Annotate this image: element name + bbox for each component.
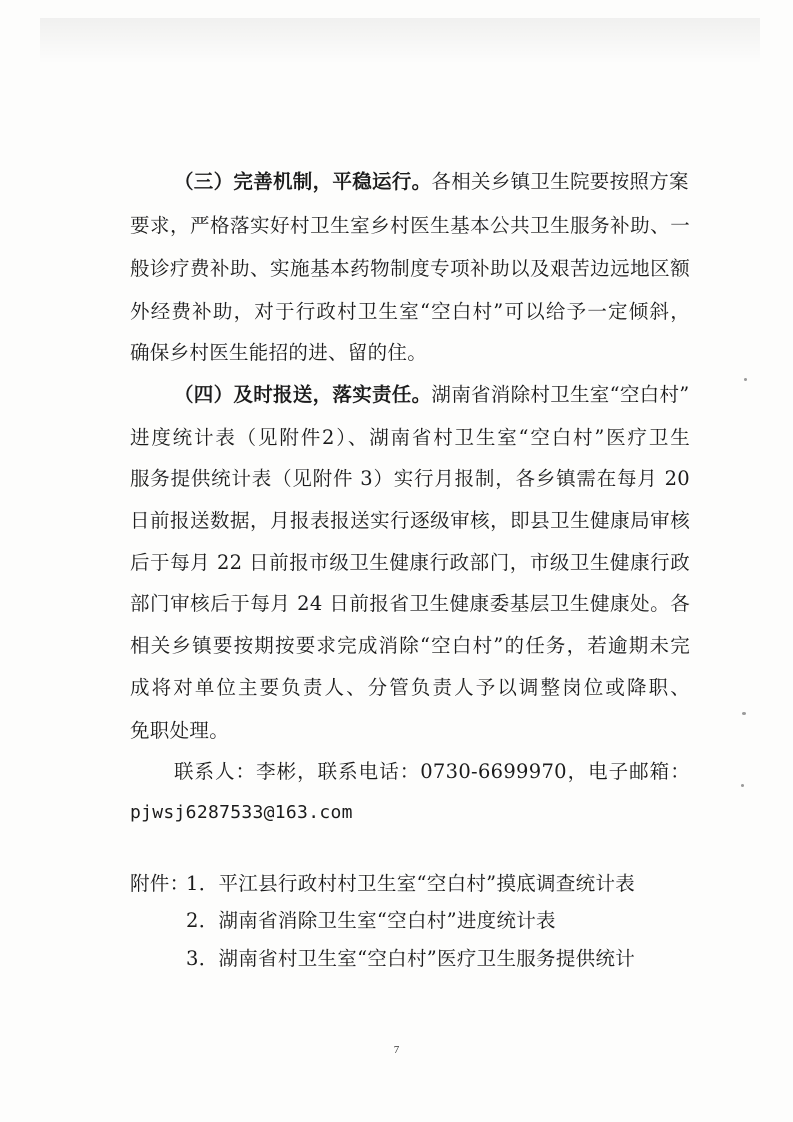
scan-speck [744,378,747,381]
section3-line1-text: 各相关乡镇卫生院要按照方案 [431,170,689,193]
section3-line-4: 外经费补助，对于行政村卫生室“空白村”可以给予一定倾斜， [130,300,690,323]
section4-line-9: 免职处理。 [130,719,230,742]
scan-speck [741,784,744,787]
attachment-item-1: 1．平江县行政村村卫生室“空白村”摸底调查统计表 [186,872,636,895]
scan-shadow [40,18,760,64]
section4-line-5: 后于每月 22 日前报市级卫生健康行政部门，市级卫生健康行政 [130,551,690,574]
attachment-item-2: 2．湖南省消除卫生室“空白村”进度统计表 [186,909,556,932]
section3-line-1 [174,167,690,197]
scan-speck [742,712,746,715]
section3-line-5: 确保乡村医生能招的进、留的住。 [130,341,428,364]
section4-heading: （四）及时报送，落实责任。 [174,383,432,406]
section4-line-7: 相关乡镇要按期按要求完成消除“空白村”的任务，若逾期未完 [130,634,690,657]
attachments-label: 附件： [130,872,190,895]
section3-line-2: 要求，严格落实好村卫生室乡村医生基本公共卫生服务补助、一 [130,214,690,237]
section4-line-1 [174,380,690,410]
page-number: 7 [393,1044,400,1056]
section4-line-3: 服务提供统计表（见附件 3）实行月报制，各乡镇需在每月 20 [130,467,690,490]
section3-heading: （三）完善机制，平稳运行。 [174,170,432,193]
attachment-item-3: 3．湖南省村卫生室“空白村”医疗卫生服务提供统计 [186,947,636,970]
section4-line1-text: 湖南省消除村卫生室“空白村” [431,383,690,406]
contact-email: pjwsj6287533@163.com [130,802,353,823]
contact-line: 联系人：李彬，联系电话：0730-6699970，电子邮箱： [174,760,690,783]
section3-line-3: 般诊疗费补助、实施基本药物制度专项补助以及艰苦边远地区额 [130,257,690,280]
section4-line-2: 进度统计表（见附件2）、湖南省村卫生室“空白村”医疗卫生 [130,426,690,449]
section4-line-4: 日前报送数据，月报表报送实行逐级审核，即县卫生健康局审核 [130,509,690,532]
section4-line-6: 部门审核后于每月 24 日前报省卫生健康委基层卫生健康处。各 [130,592,690,615]
section4-line-8: 成将对单位主要负责人、分管负责人予以调整岗位或降职、 [130,676,690,699]
